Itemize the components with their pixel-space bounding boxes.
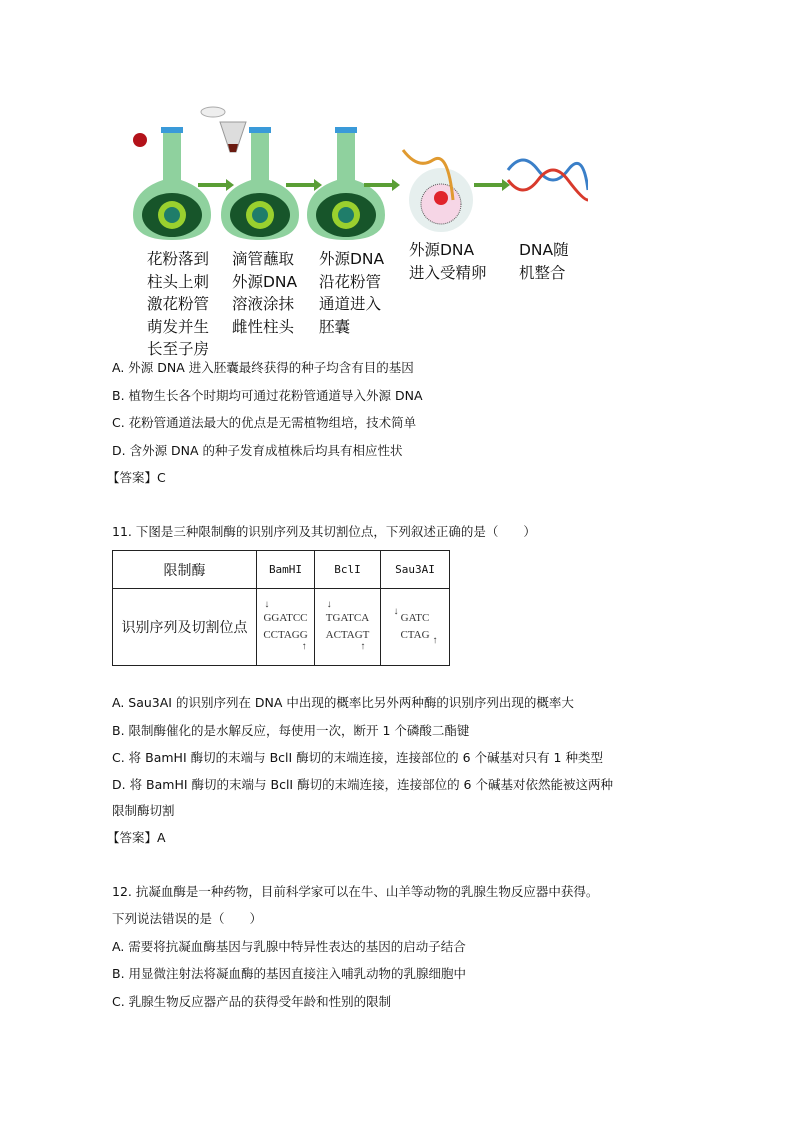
caption-step-5: DNA随 机整合 (519, 241, 569, 282)
cut-arrow-icon: ↑ (432, 635, 438, 646)
q10-answer: 【答案】C (107, 470, 166, 485)
q12-stem: 12. 抗凝血酶是一种药物，目前科学家可以在牛、山羊等动物的乳腺生物反应器中获得。 (112, 884, 599, 899)
cut-arrow-icon: ↓ (264, 599, 270, 610)
q10-option-c: C. 花粉管通道法最大的优点是无需植物组培，技术简单 (112, 415, 417, 430)
q12-option-b: B. 用显微注射法将凝血酶的基因直接注入哺乳动物的乳腺细胞中 (112, 966, 467, 981)
pipette-tube-icon (201, 107, 246, 152)
q11-option-c: C. 将 BamHI 酶切的末端与 BclI 酶切的末端连接，连接部位的 6 个碱基对只有 1 种类型 (112, 750, 603, 765)
dna-helix-icon (508, 160, 588, 200)
caption-step-4: 外源DNA 进入受精卵 (409, 241, 487, 282)
pollen-icon (133, 133, 147, 147)
fertilized-egg-icon (403, 150, 473, 232)
q11-stem: 11. 下图是三种限制酶的识别序列及其切割位点，下列叙述正确的是（ ） (112, 524, 536, 539)
caption-step-2: 滴管蘸取 外源DNA 溶液涂抹 雌性柱头 (232, 250, 298, 336)
caption-step-3: 外源DNA 沿花粉管 通道进入 胚囊 (319, 250, 385, 336)
header-enzyme: 限制酶 (113, 551, 257, 589)
q10-option-d: D. 含外源 DNA 的种子发育成植株后均具有相应性状 (112, 443, 403, 458)
sau3ai-seq: ↓ GATC CTAG ↑ (381, 589, 450, 666)
q11-option-a: A. Sau3AI 的识别序列在 DNA 中出现的概率比另外两种酶的识别序列出现的概率大 (112, 695, 574, 710)
header-sau3ai: Sau3AI (381, 551, 450, 589)
cut-arrow-icon: ↑ (301, 641, 307, 652)
q11-option-d: D. 将 BamHI 酶切的末端与 BclI 酶切的末端连接，连接部位的 6 个碱基对依然能被这两种 (112, 777, 613, 792)
cut-arrow-icon: ↓ (393, 606, 399, 617)
q10-option-a: A. 外源 DNA 进入胚囊最终获得的种子均含有目的基因 (112, 360, 414, 375)
caption-step-1: 花粉落到 柱头上刺 激花粉管 萌发并生 长至子房 (147, 250, 210, 358)
bcli-seq: ↓ TGATCA ACTAGT ↑ (315, 589, 381, 666)
q12-option-c: C. 乳腺生物反应器产品的获得受年龄和性别的限制 (112, 994, 392, 1009)
header-bcli: BclI (315, 551, 381, 589)
q12-option-a: A. 需要将抗凝血酶基因与乳腺中特异性表达的基因的启动子结合 (112, 939, 466, 954)
q11-option-b: B. 限制酶催化的是水解反应，每使用一次，断开 1 个磷酸二酯键 (112, 723, 470, 738)
header-bamhi: BamHI (257, 551, 315, 589)
q10-option-b: B. 植物生长各个时期均可通过花粉管通道导入外源 DNA (112, 388, 423, 403)
bamhi-seq: ↓ GGATCC CCTAGG ↑ (257, 589, 315, 666)
enzyme-table (112, 550, 450, 666)
cut-arrow-icon: ↓ (326, 599, 332, 610)
pollen-tube-diagram (128, 100, 588, 250)
q11-option-d-cont: 限制酶切割 (112, 803, 175, 818)
row-label: 识别序列及切割位点 (113, 589, 257, 666)
q11-answer: 【答案】A (107, 830, 166, 845)
q12-stem-cont: 下列说法错误的是（ ） (112, 911, 263, 926)
cut-arrow-icon: ↑ (360, 641, 366, 652)
